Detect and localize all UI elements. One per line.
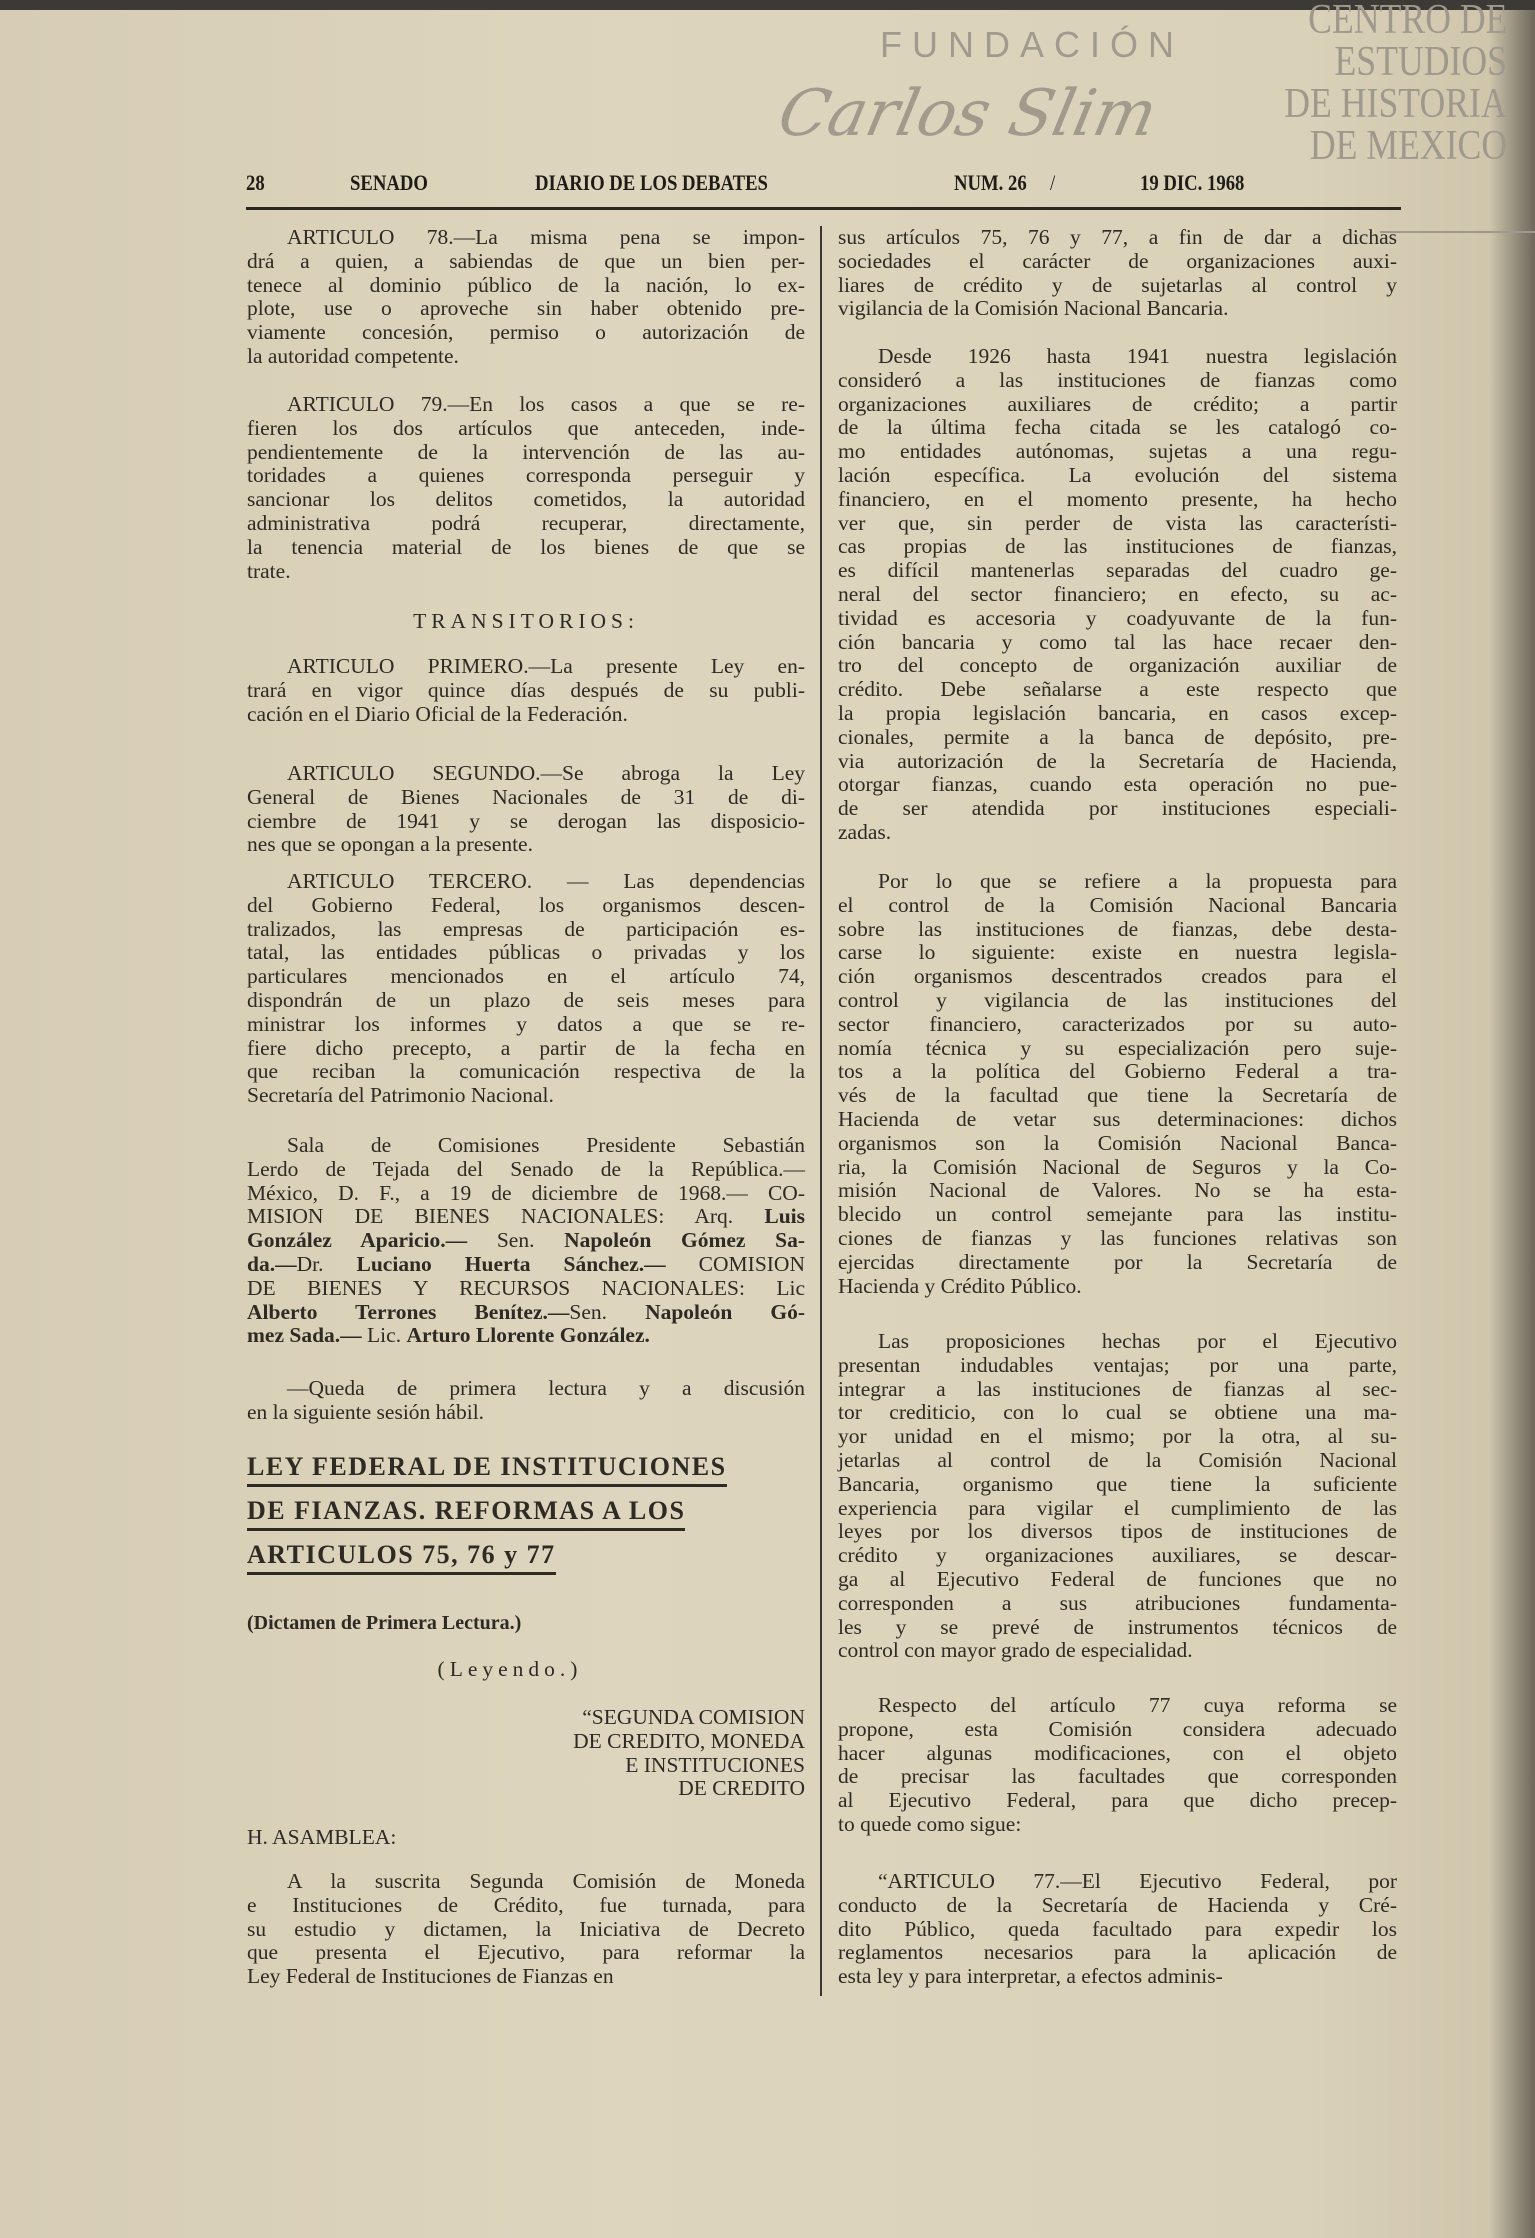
header-rule <box>246 207 1401 210</box>
text-segment: MISION DE BIENES NACIONALES: Arq. <box>247 1204 765 1229</box>
text-line: Secretaría del Patrimonio Nacional. <box>247 1083 554 1108</box>
text-line: ga al Ejecutivo Federal de funciones que no <box>838 1566 1397 1591</box>
text-line: conducto de la Secretaría de Hacienda y Cré- <box>838 1892 1397 1917</box>
bold-name: da.— <box>247 1251 297 1276</box>
issue-number: NUM. 26 <box>954 170 1027 195</box>
article-primero <box>247 655 805 726</box>
text-line: México, D. F., a 19 de diciembre de 1968.— CO- <box>247 1180 805 1205</box>
text-line: cación en el Diario Oficial de la Federación. <box>247 701 628 726</box>
section-title-line: LEY FEDERAL DE INSTITUCIONES <box>247 1452 727 1487</box>
text-line: TRANSITORIOS: <box>413 609 639 633</box>
text-line: en la siguiente sesión hábil. <box>247 1399 485 1424</box>
page-number: 28 <box>246 170 265 195</box>
text-line: es difícil mantenerlas separadas del cuadro ge- <box>838 558 1397 583</box>
text-line: reglamentos necesarios para la aplicación de <box>838 1940 1397 1965</box>
text-line: Lerdo de Tejada del Senado de la República.— <box>247 1156 805 1181</box>
chamber-name: SENADO <box>350 170 428 195</box>
text-line: consideró a las instituciones de fianzas como <box>838 367 1397 392</box>
text-line: dispondrán de un plazo de seis meses para <box>247 987 805 1012</box>
text-line: misión Nacional de Valores. No se ha esta- <box>838 1178 1397 1203</box>
text-line: Bancaria, organismo que tiene la suficiente <box>838 1471 1397 1496</box>
text-line <box>247 1205 805 1229</box>
text-line: de precisar las facultades que corresponden <box>838 1764 1397 1789</box>
text-line: neral del sector financiero; en efecto, su ac- <box>838 581 1397 606</box>
transitorios-heading <box>247 610 805 634</box>
watermark-line: DE MEXICO <box>1309 123 1507 169</box>
dictamen-label <box>247 1612 805 1636</box>
text-line: ARTICULO SEGUNDO.—Se abroga la Ley <box>287 761 805 785</box>
text-line: la propia legislación bancaria, en casos excep- <box>838 700 1397 725</box>
bold-name: Luciano Huerta Sánchez.— <box>356 1251 666 1276</box>
text-line: ejercidas directamente por la Secretaría de <box>838 1249 1397 1274</box>
text-line: DE BIENES Y RECURSOS NACIONALES: Lic <box>247 1275 805 1300</box>
text-line: liares de crédito y de sujetarlas al control y <box>838 272 1397 297</box>
text-line: via autorización de la Secretaría de Hacienda, <box>838 748 1397 773</box>
bold-name: González Aparicio.— <box>247 1228 468 1253</box>
text-line: ciones de fianzas y las funciones relativas son <box>838 1225 1397 1250</box>
text-line: financiero, en el momento presente, ha hecho <box>838 486 1397 511</box>
text-line: DE CREDITO <box>678 1776 805 1801</box>
text-line: el control de la Comisión Nacional Bancaria <box>838 892 1397 917</box>
text-line: pendientemente de la intervención de las au- <box>247 439 805 464</box>
text-line: Hacienda de vetar sus determinaciones: dichos <box>838 1106 1397 1131</box>
text-line: toridades a quienes corresponda perseguir y <box>247 463 805 488</box>
text-line: les y se prevé de instrumentos técnicos de <box>838 1614 1397 1639</box>
text-segment: Dr. <box>296 1251 357 1276</box>
section-title-line: DE FIANZAS. REFORMAS A LOS <box>247 1496 685 1531</box>
text-line: —Queda de primera lectura y a discusión <box>287 1376 805 1400</box>
text-line <box>247 1253 805 1277</box>
text-line: blecido un control semejante para las institu- <box>838 1202 1397 1227</box>
text-line: crédito y organizaciones auxiliares, se descar- <box>838 1543 1397 1568</box>
text-line <box>247 1229 805 1253</box>
asamblea-salutation <box>247 1826 805 1850</box>
text-line: tenece al dominio público de la nación, lo ex- <box>247 272 805 297</box>
text-line: ción organismos descentrados creados para el <box>838 964 1397 989</box>
article-78 <box>247 226 805 369</box>
continued-paragraph <box>838 226 1397 321</box>
issue-date: 19 DIC. 1968 <box>1140 170 1245 195</box>
text-line: (Dictamen de Primera Lectura.) <box>247 1612 522 1634</box>
text-line: Respecto del artículo 77 cuya reforma se <box>878 1693 1397 1717</box>
text-line: tividad es accesoria y coadyuvante de la fun- <box>838 605 1397 630</box>
respecto-paragraph <box>838 1694 1397 1837</box>
text-line: e Instituciones de Crédito, fue turnada, para <box>247 1892 805 1917</box>
text-line: al Ejecutivo Federal, para que dicho precep- <box>838 1788 1397 1813</box>
text-line: carse lo siguiente: existe en nuestra legisla- <box>838 940 1397 965</box>
text-line: sector financiero, caracterizados por su auto- <box>838 1011 1397 1036</box>
bold-name: Napoleón Gó- <box>645 1299 805 1324</box>
text-line: ARTICULO PRIMERO.—La presente Ley en- <box>287 654 805 678</box>
article-segundo <box>247 762 805 857</box>
text-line: leyes por los diversos tipos de instituciones de <box>838 1519 1397 1544</box>
bold-name: Napoleón Gómez Sa- <box>564 1228 805 1253</box>
text-line: plote, use o aproveche sin haber obtenido pre- <box>247 296 805 321</box>
text-line: ARTICULO 79.—En los casos a que se re- <box>287 392 805 416</box>
article-77-paragraph <box>838 1870 1397 1989</box>
text-line: organizaciones auxiliares de crédito; a partir <box>838 391 1397 416</box>
text-line: tor crediticio, con lo cual se obtiene una ma- <box>838 1400 1397 1425</box>
text-line: corresponden a sus atribuciones fundamenta- <box>838 1590 1397 1615</box>
first-reading-note <box>247 1377 805 1425</box>
watermark-signature: Carlos Slim <box>772 77 1164 151</box>
text-line: administrativa podrá recuperar, directamente, <box>247 510 805 535</box>
text-line: sus artículos 75, 76 y 77, a fin de dar a dichas <box>838 225 1397 249</box>
desde-paragraph <box>838 345 1397 845</box>
text-line: que reciban la comunicación respectiva de la <box>247 1059 805 1084</box>
text-line: mo entidades autónomas, sujetas a una regu- <box>838 439 1397 464</box>
watermark-line: CENTRO DE <box>1307 0 1507 43</box>
text-segment: COMISION <box>665 1251 805 1276</box>
text-line: ciembre de 1941 y se derogan las disposicio- <box>247 808 805 833</box>
text-line: cas propias de las instituciones de fianzas, <box>838 534 1397 559</box>
text-line: A la suscrita Segunda Comisión de Moneda <box>287 1869 805 1893</box>
text-line: sobre las instituciones de fianzas, debe desta- <box>838 916 1397 941</box>
text-line: ria, la Comisión Nacional de Seguros y la Co- <box>838 1154 1397 1179</box>
text-line: vigilancia de la Comisión Nacional Bancaria. <box>838 296 1229 321</box>
leyendo-label <box>400 1658 620 1682</box>
text-line: ARTICULO TERCERO. — Las dependencias <box>287 869 805 893</box>
text-line: (Leyendo.) <box>437 1657 583 1681</box>
text-line: la autoridad competente. <box>247 343 459 368</box>
text-line: tatal, las entidades públicas o privadas y los <box>247 940 805 965</box>
text-line: fiere dicho precepto, a partir de la fecha en <box>247 1035 805 1060</box>
text-segment: Sen. <box>569 1299 646 1324</box>
column-divider <box>820 226 822 1996</box>
text-line: zadas. <box>838 819 892 844</box>
text-line <box>247 1301 805 1325</box>
article-79 <box>247 393 805 583</box>
text-segment: Sen. <box>467 1228 565 1253</box>
text-line: viamente concesión, permiso o autorización de <box>247 320 805 345</box>
text-line: Hacienda y Crédito Público. <box>838 1273 1082 1298</box>
text-line: particulares mencionados en el artículo 74, <box>247 964 805 989</box>
text-line: organismos son la Comisión Nacional Banca- <box>838 1130 1397 1155</box>
text-line: integrar a las instituciones de fianzas al sec- <box>838 1376 1397 1401</box>
text-line: Por lo que se refiere a la propuesta para <box>878 869 1397 893</box>
text-line: tro del concepto de organización auxiliar de <box>838 653 1397 678</box>
text-line: tralizados, las empresas de participación es- <box>247 916 805 941</box>
text-line: vés de la facultad que tiene la Secretaría de <box>838 1083 1397 1108</box>
text-line: H. ASAMBLEA: <box>247 1825 397 1849</box>
bold-name: Alberto Terrones Benítez.— <box>247 1299 570 1324</box>
bold-name: Arturo Llorente González. <box>406 1323 650 1348</box>
text-line: tos a la política del Gobierno Federal a tra- <box>838 1059 1397 1084</box>
text-line: trate. <box>247 558 291 583</box>
watermark-line: DE HISTORIA <box>1284 81 1507 127</box>
text-line: ción bancaria y como tal las hace recaer den- <box>838 629 1397 654</box>
text-line: lación específica. La evolución del sistema <box>838 462 1397 487</box>
text-line: trará en vigor quince días después de su publi- <box>247 677 805 702</box>
watermark-rule <box>1380 231 1535 233</box>
text-line: Sala de Comisiones Presidente Sebastián <box>287 1133 805 1157</box>
text-segment: Lic. <box>361 1323 407 1348</box>
text-line: Ley Federal de Instituciones de Fianzas en <box>247 1964 614 1989</box>
text-line: Desde 1926 hasta 1941 nuestra legislación <box>878 344 1397 368</box>
text-line: jetarlas al control de la Comisión Nacional <box>838 1447 1397 1472</box>
text-line: dito Público, queda facultado para expedir los <box>838 1916 1397 1941</box>
text-line: nomía técnica y su especialización pero suje- <box>838 1035 1397 1060</box>
text-line: “ARTICULO 77.—El Ejecutivo Federal, por <box>878 1869 1397 1893</box>
text-line: E INSTITUCIONES <box>625 1752 805 1777</box>
text-line: cionales, permite a la banca de depósito, pre- <box>838 724 1397 749</box>
text-line: presentan indudables ventajas; por una parte, <box>838 1352 1397 1377</box>
watermark-foundation: FUNDACIÓN <box>880 24 1184 65</box>
bold-name: mez Sada.— <box>247 1323 362 1348</box>
text-line: de ser atendida por instituciones especiali- <box>838 796 1397 821</box>
text-line: nes que se opongan a la presente. <box>247 832 533 857</box>
text-line: Las proposiciones hechas por el Ejecutivo <box>878 1329 1397 1353</box>
text-line: experiencia para vigilar el cumplimiento de las <box>838 1495 1397 1520</box>
text-line <box>247 1324 805 1348</box>
watermark-line: ESTUDIOS <box>1334 39 1507 85</box>
signatures-paragraph <box>247 1134 805 1348</box>
text-line: la tenencia material de los bienes de que se <box>247 534 805 559</box>
control-paragraph <box>838 870 1397 1298</box>
text-line: esta ley y para interpretar, a efectos adminis- <box>838 1964 1223 1989</box>
text-line: propone, esta Comisión considera adecuado <box>838 1716 1397 1741</box>
text-line: del Gobierno Federal, los organismos descen- <box>247 892 805 917</box>
text-line: su estudio y dictamen, la Iniciativa de Decreto <box>247 1916 805 1941</box>
text-line: crédito. Debe señalarse a este respecto que <box>838 677 1397 702</box>
text-line: General de Bienes Nacionales de 31 de di- <box>247 784 805 809</box>
text-line: hacer algunas modificaciones, con el objeto <box>838 1740 1397 1765</box>
text-line: sociedades el carácter de organizaciones auxi- <box>838 248 1397 273</box>
proposiciones-paragraph <box>838 1330 1397 1663</box>
text-line: fieren los dos artículos que anteceden, inde- <box>247 415 805 440</box>
header-separator: / <box>1050 170 1056 195</box>
text-line: drá a quien, a sabiendas de que un bien per- <box>247 248 805 273</box>
page-header <box>246 170 1401 204</box>
text-line: ministrar los informes y datos a que se re- <box>247 1011 805 1036</box>
text-line: yor unidad en el mismo; por la otra, al su- <box>838 1424 1397 1449</box>
scan-edge <box>0 0 1535 10</box>
text-line: DE CREDITO, MONEDA <box>573 1728 805 1753</box>
publication-name: DIARIO DE LOS DEBATES <box>535 170 768 195</box>
text-line: de la última fecha citada se les catalogó co- <box>838 415 1397 440</box>
text-line: sancionar los delitos cometidos, la autoridad <box>247 487 805 512</box>
commission-heading <box>247 1706 805 1801</box>
text-line: otorgar fianzas, cuando esta operación no pue- <box>838 772 1397 797</box>
text-line: “SEGUNDA COMISION <box>582 1705 805 1729</box>
text-line: control y vigilancia de las instituciones del <box>838 987 1397 1012</box>
text-line: to quede como sigue: <box>838 1811 1022 1836</box>
suscrita-paragraph <box>247 1870 805 1989</box>
text-line: control con mayor grado de especialidad. <box>838 1638 1193 1663</box>
text-line: ARTICULO 78.—La misma pena se impon- <box>287 225 805 249</box>
bold-name: Luis <box>764 1204 805 1229</box>
section-title-line: ARTICULOS 75, 76 y 77 <box>247 1540 556 1575</box>
article-tercero <box>247 870 805 1108</box>
text-line: ver que, sin perder de vista las característi- <box>838 510 1397 535</box>
text-line: que presenta el Ejecutivo, para reformar la <box>247 1940 805 1965</box>
